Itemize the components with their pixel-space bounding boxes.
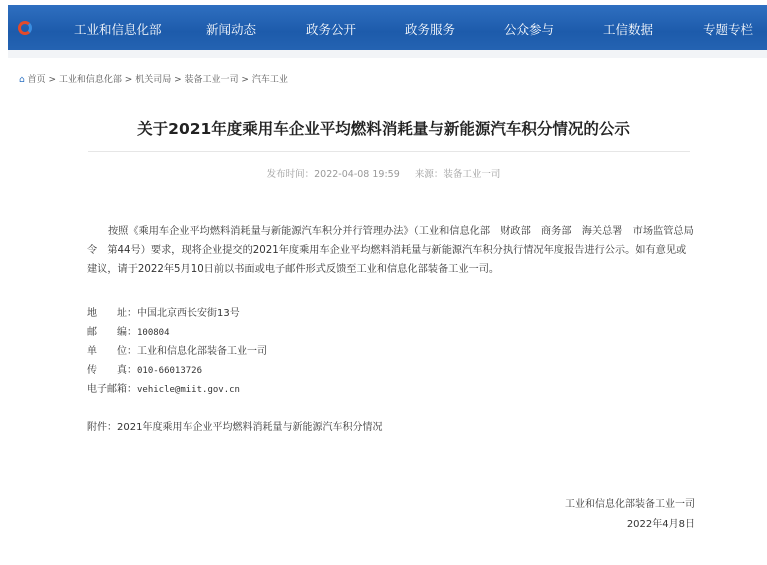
signature-date: 2022年4月8日 [626, 519, 695, 530]
contact-postcode [87, 323, 170, 338]
contact-email [87, 380, 240, 395]
nav-item-miit[interactable]: 工业和信息化部 [74, 22, 162, 37]
nav-item-gov-affairs[interactable]: 政务公开 [306, 22, 357, 37]
contact-address [87, 304, 240, 319]
contact-label: 单 位： [87, 346, 137, 357]
title-divider [88, 151, 690, 152]
breadcrumb-auto[interactable]: 汽车工业 [251, 75, 288, 85]
nav-item-services[interactable]: 政务服务 [405, 22, 456, 37]
breadcrumb-separator: > [124, 75, 133, 85]
article-body: 按照《乘用车企业平均燃料消耗量与新能源汽车积分并行管理办法》（工业和信息化部 财政部 商务部 海关总署 市场监管总局令 第44号）要求，现将企业提交的2021年度乘用车企业平均燃料消耗量与新能源汽车积分执行情况年度报告进行公示。如有意见或建议，请于2022年5月10日前以书面或电子邮件形式反馈至工业和信息化部装备工业一司。 [87, 226, 694, 275]
breadcrumb-separator: > [174, 75, 182, 85]
breadcrumb-home[interactable]: 首页 [27, 75, 46, 85]
miit-logo-icon[interactable] [18, 21, 32, 35]
contact-value: 100804 [137, 328, 170, 338]
nav-item-news[interactable]: 新闻动态 [206, 22, 257, 37]
contact-label: 电子邮箱： [87, 384, 137, 395]
publish-time: 2022-04-08 19:59 [314, 169, 400, 180]
contact-fax [87, 361, 202, 376]
breadcrumb-separator: > [48, 75, 57, 85]
attachment [87, 418, 382, 433]
contact-value: 工业和信息化部装备工业一司 [137, 346, 267, 357]
breadcrumb-departments[interactable]: 机关司局 [135, 75, 172, 85]
breadcrumb [19, 72, 288, 85]
breadcrumb-equipment-dept[interactable]: 装备工业一司 [184, 75, 239, 85]
attachment-label: 附件： [87, 422, 117, 433]
contact-label: 地 址： [87, 308, 137, 319]
contact-label: 邮 编： [87, 327, 137, 338]
contact-unit [87, 342, 267, 357]
email-link[interactable]: vehicle@miit.gov.cn [137, 385, 240, 395]
nav-item-public[interactable]: 公众参与 [504, 22, 555, 37]
article-meta [0, 166, 767, 180]
nav-item-data[interactable]: 工信数据 [603, 22, 654, 37]
contact-value: 010-66013726 [137, 366, 203, 376]
source-label: 来源： [414, 169, 444, 180]
breadcrumb-miit[interactable]: 工业和信息化部 [58, 75, 122, 85]
nav-item-topics[interactable]: 专题专栏 [703, 22, 754, 37]
top-navigation [8, 5, 767, 50]
attachment-link[interactable]: 2021年度乘用车企业平均燃料消耗量与新能源汽车积分情况 [117, 422, 383, 433]
contact-value: 中国北京西长安街13号 [137, 308, 240, 319]
signature: 工业和信息化部装备工业一司 [565, 499, 695, 510]
home-icon: ⌂ [19, 75, 25, 85]
breadcrumb-separator: > [241, 75, 249, 85]
contact-label: 传 真： [87, 365, 137, 376]
publish-label: 发布时间： [266, 169, 315, 180]
source: 装备工业一司 [443, 169, 501, 180]
header-divider [8, 50, 767, 58]
page-title: 关于2021年度乘用车企业平均燃料消耗量与新能源汽车积分情况的公示 [137, 120, 630, 138]
